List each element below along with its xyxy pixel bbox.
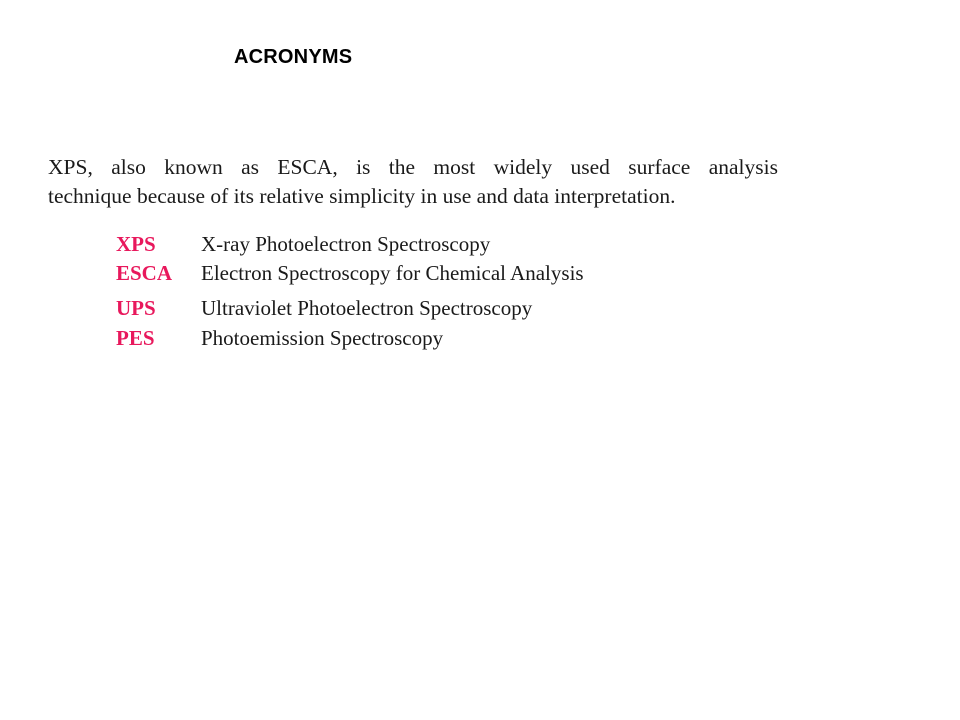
acronym-definition: Electron Spectroscopy for Chemical Analysis xyxy=(201,261,584,285)
intro-line-1: XPS, also known as ESCA, is the most widely used surface analysis xyxy=(48,155,778,179)
acronym-abbr: PES xyxy=(116,326,155,350)
acronym-definition: Ultraviolet Photoelectron Spectroscopy xyxy=(201,296,533,320)
acronym-abbr: XPS xyxy=(116,232,156,256)
slide-title: ACRONYMS xyxy=(234,46,353,68)
acronym-definition: X-ray Photoelectron Spectroscopy xyxy=(201,232,491,256)
acronym-abbr: ESCA xyxy=(116,261,173,285)
acronym-definition: Photoemission Spectroscopy xyxy=(201,326,444,350)
intro-paragraph xyxy=(48,153,778,211)
intro-line-2: technique because of its relative simplicity in use and data interpretation. xyxy=(48,184,676,208)
acronym-abbr: UPS xyxy=(116,296,156,320)
